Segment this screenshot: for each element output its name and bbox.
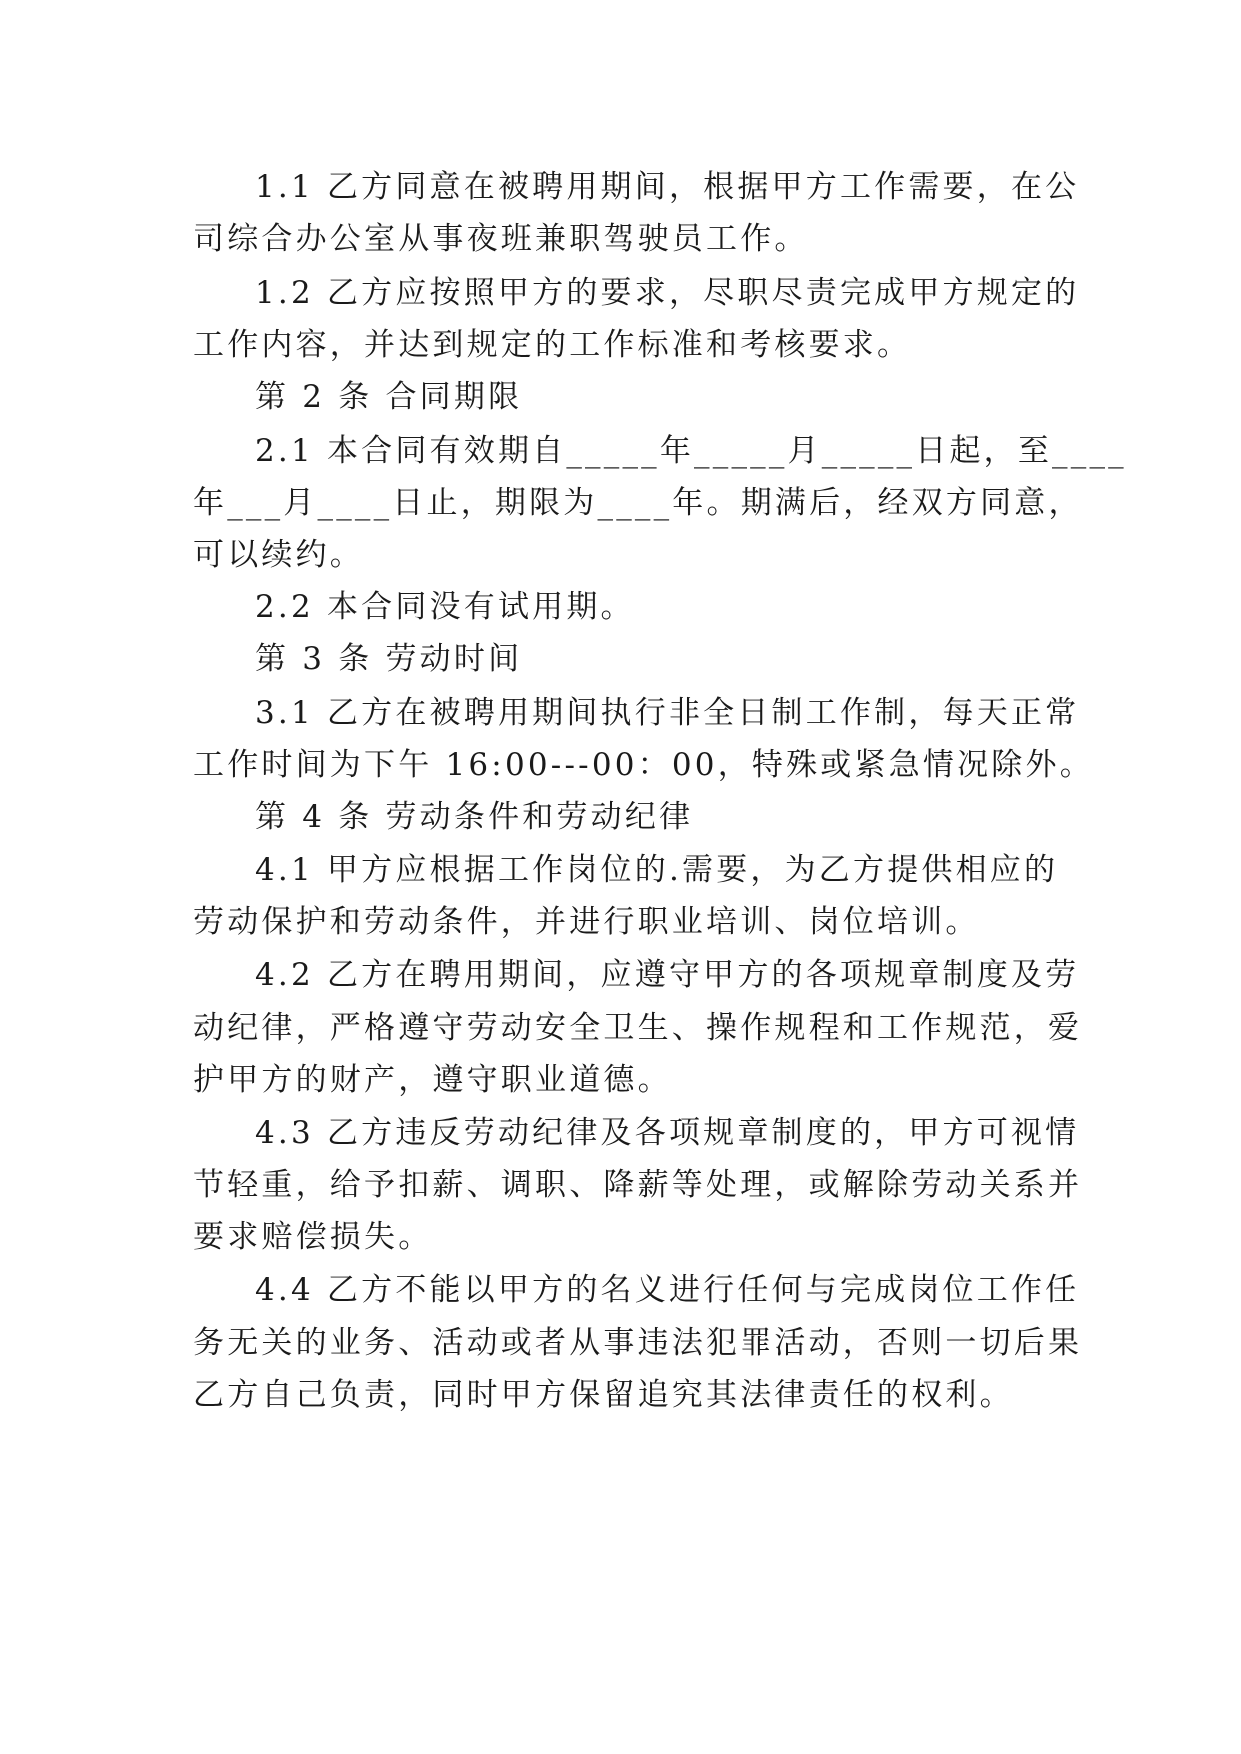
article-4-heading: 第 4 条 劳动条件和劳动纪律 [255,799,694,835]
clause-4-3-line-1: 4.3 乙方违反劳动纪律及各项规章制度的，甲方可视情 [255,1115,1080,1151]
clause-2-1-line-2: 年___月____日止，期限为____年。期满后，经双方同意， [193,485,1083,521]
clause-4-1-line-1: 4.1 甲方应根据工作岗位的.需要，为乙方提供相应的 [255,852,1059,888]
clause-4-2-line-2: 动纪律，严格遵守劳动安全卫生、操作规程和工作规范，爱 [193,1010,1083,1046]
clause-1-1-line-2: 司综合办公室从事夜班兼职驾驶员工作。 [193,221,809,257]
clause-4-2-line-1: 4.2 乙方在聘用期间，应遵守甲方的各项规章制度及劳 [255,957,1080,993]
article-2-heading: 第 2 条 合同期限 [255,379,523,415]
clause-4-2-line-3: 护甲方的财产，遵守职业道德。 [193,1062,672,1098]
clause-4-3-line-2: 节轻重，给予扣薪、调职、降薪等处理，或解除劳动关系并 [193,1167,1083,1203]
clause-4-3-line-3: 要求赔偿损失。 [193,1219,433,1255]
clause-4-4-line-1: 4.4 乙方不能以甲方的名义进行任何与完成岗位工作任 [255,1272,1080,1308]
article-3-heading: 第 3 条 劳动时间 [255,641,523,677]
clause-4-4-line-2: 务无关的业务、活动或者从事违法犯罪活动，否则一切后果 [193,1325,1083,1361]
clause-2-1-line-3: 可以续约。 [193,537,364,573]
clause-3-1-line-1: 3.1 乙方在被聘用期间执行非全日制工作制，每天正常 [255,695,1080,731]
clause-2-2: 2.2 本合同没有试用期。 [255,589,635,625]
clause-3-1-line-2: 工作时间为下午 16:00---00：00，特殊或紧急情况除外。 [193,747,1094,783]
clause-4-1-line-2: 劳动保护和劳动条件，并进行职业培训、岗位培训。 [193,904,980,940]
clause-1-2-line-2: 工作内容，并达到规定的工作标准和考核要求。 [193,327,912,363]
clause-4-4-line-3: 乙方自己负责，同时甲方保留追究其法律责任的权利。 [193,1377,1014,1413]
clause-1-1-line-1: 1.1 乙方同意在被聘用期间，根据甲方工作需要，在公 [255,169,1080,205]
clause-2-1-line-1: 2.1 本合同有效期自_____年_____月_____日起，至____ [255,433,1127,469]
clause-1-2-line-1: 1.2 乙方应按照甲方的要求，尽职尽责完成甲方规定的 [255,275,1080,311]
